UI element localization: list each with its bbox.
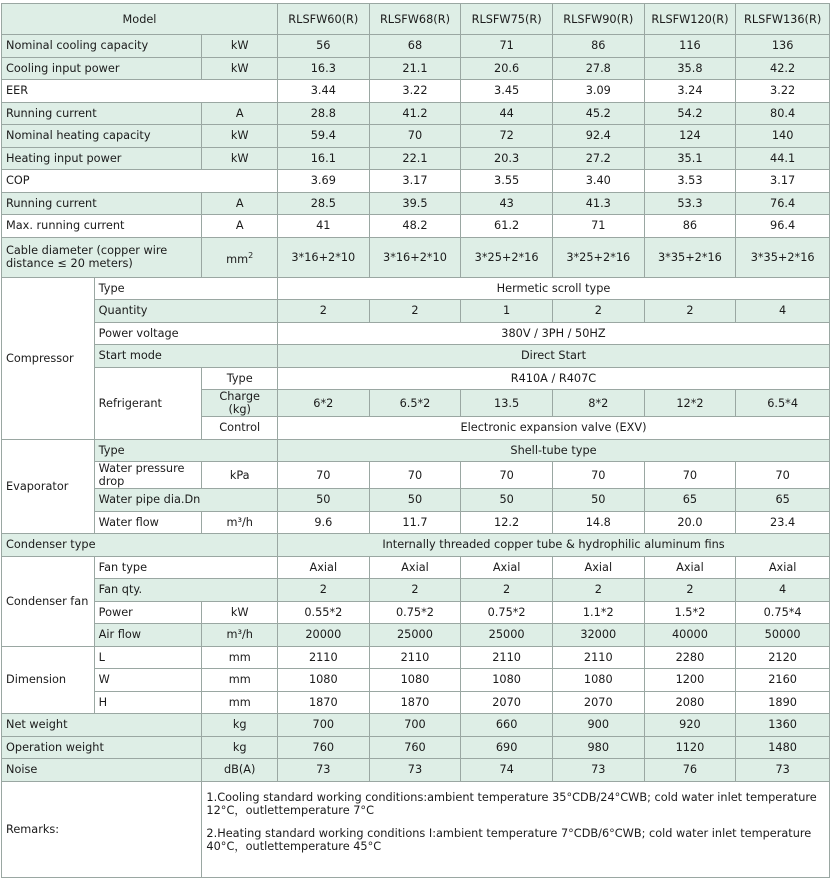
table-row [2,691,830,714]
value-cell: 73 [552,759,644,782]
row-label: Water flow [94,511,202,534]
value-cell: 3.53 [644,170,736,193]
value-cell: 25000 [369,624,461,647]
value-cell: 14.8 [552,511,644,534]
unit-cell: dB(A) [202,759,278,782]
table-row [2,345,830,368]
value-cell: 72 [461,125,553,148]
value-cell: 41.2 [369,102,461,125]
value-cell: 86 [552,35,644,58]
value-cell: 760 [277,736,369,759]
value-cell: 1870 [277,691,369,714]
unit-superscript: 2 [248,250,254,260]
header-model-5: RLSFW120(R) [644,4,736,35]
row-label: Heating input power [2,147,202,170]
value-cell: 1080 [461,669,553,692]
value-cell: 68 [369,35,461,58]
row-label: Water pressure drop [94,462,202,489]
unit-cell: kg [202,736,278,759]
row-label: Air flow [94,624,202,647]
value-cell: 76 [644,759,736,782]
value-cell: 136 [736,35,830,58]
value-cell: 2110 [552,646,644,669]
value-cell: 0.55*2 [277,601,369,624]
value-cell: 70 [552,462,644,489]
value-cell: 1080 [552,669,644,692]
value-cell: 39.5 [369,192,461,215]
value-cell: 690 [461,736,553,759]
value-cell: 9.6 [277,511,369,534]
spec-table [1,3,830,878]
value-cell: 41.3 [552,192,644,215]
value-cell: 50 [277,489,369,512]
sub-label: Type [202,367,278,390]
unit-cell: m³/h [202,624,278,647]
value-cell: 2 [369,300,461,323]
value-cell: 22.1 [369,147,461,170]
row-label: Running current [2,192,202,215]
value-cell: 2120 [736,646,830,669]
value-cell: 2 [277,300,369,323]
table-row [2,170,830,193]
row-label: Power voltage [94,322,277,345]
value-cell: 1870 [369,691,461,714]
value-cell: Direct Start [277,345,829,368]
value-cell: 70 [736,462,830,489]
value-cell: 2160 [736,669,830,692]
value-cell: 73 [277,759,369,782]
remark-line: 2.Heating standard working conditions I:ambient temperature 7°CDB/6°CWB; cold water inlet temperature 40°C，outlettemperature 45°C [206,826,812,853]
value-cell: 2110 [277,646,369,669]
row-label: Net weight [2,714,202,737]
unit-cell: kg [202,714,278,737]
row-label: Operation weight [2,736,202,759]
value-cell: 380V / 3PH / 50HZ [277,322,829,345]
value-cell: 48.2 [369,215,461,238]
value-cell: 42.2 [736,57,830,80]
value-cell: 73 [369,759,461,782]
value-cell: 1480 [736,736,830,759]
row-label: Power [94,601,202,624]
value-cell: 40000 [644,624,736,647]
value-cell: 23.4 [736,511,830,534]
value-cell: Axial [461,556,553,579]
value-cell: 920 [644,714,736,737]
table-row [2,300,830,323]
value-cell: 2 [552,579,644,602]
unit-cell: kW [202,125,278,148]
table-row [2,624,830,647]
value-cell: 73 [736,759,830,782]
value-cell: 0.75*4 [736,601,830,624]
value-cell: 2110 [461,646,553,669]
table-row [2,511,830,534]
header-model-4: RLSFW90(R) [552,4,644,35]
section-label-dimension: Dimension [2,646,95,714]
value-cell: 1.5*2 [644,601,736,624]
table-row [2,781,830,877]
value-cell: 20000 [277,624,369,647]
value-cell: 92.4 [552,125,644,148]
table-row [2,439,830,462]
value-cell: 2080 [644,691,736,714]
value-cell: 11.7 [369,511,461,534]
value-cell: 35.8 [644,57,736,80]
sub-label: Charge (kg) [202,390,278,417]
value-cell: 0.75*2 [461,601,553,624]
value-cell: 3*25+2*16 [552,237,644,277]
row-label: Fan type [94,556,277,579]
value-cell: 3.55 [461,170,553,193]
table-row [2,147,830,170]
value-cell: 61.2 [461,215,553,238]
sub-label: Control [202,417,278,440]
value-cell: 70 [369,462,461,489]
value-cell: 3.44 [277,80,369,103]
value-cell: 980 [552,736,644,759]
table-row [2,80,830,103]
row-label: H [94,691,202,714]
value-cell: Electronic expansion valve (EXV) [277,417,829,440]
value-cell: 1 [461,300,553,323]
row-label: Refrigerant [94,367,202,439]
row-label: Type [94,277,277,300]
header-model-1: RLSFW60(R) [277,4,369,35]
table-row [2,125,830,148]
value-cell: 124 [644,125,736,148]
remarks-label: Remarks: [2,781,202,877]
table-row [2,57,830,80]
row-label: Water pipe dia.Dn [94,489,277,512]
value-cell: 53.3 [644,192,736,215]
row-label: L [94,646,202,669]
row-label: Max. running current [2,215,202,238]
value-cell: 3.22 [736,80,830,103]
value-cell: 3.17 [736,170,830,193]
value-cell: 50 [552,489,644,512]
value-cell: Shell-tube type [277,439,829,462]
value-cell: Axial [277,556,369,579]
unit-cell: mm [202,646,278,669]
value-cell: 44.1 [736,147,830,170]
value-cell: 8*2 [552,390,644,417]
value-cell: 2280 [644,646,736,669]
table-row [2,759,830,782]
value-cell: 116 [644,35,736,58]
value-cell: 28.5 [277,192,369,215]
value-cell: 16.3 [277,57,369,80]
value-cell: Axial [736,556,830,579]
row-label: Noise [2,759,202,782]
value-cell: 2110 [369,646,461,669]
table-row [2,646,830,669]
value-cell: 2070 [552,691,644,714]
value-cell: 20.0 [644,511,736,534]
value-cell: 50 [461,489,553,512]
unit-cell: mm [202,691,278,714]
row-label: Condenser type [2,534,278,557]
value-cell: 70 [277,462,369,489]
header-model-6: RLSFW136(R) [736,4,830,35]
value-cell: 70 [644,462,736,489]
value-cell: 700 [369,714,461,737]
value-cell: 3.40 [552,170,644,193]
section-label-evaporator: Evaporator [2,439,95,534]
value-cell: 96.4 [736,215,830,238]
table-row [2,669,830,692]
remark-line: 1.Cooling standard working conditions:ambient temperature 35°CDB/24°CWB; cold water inlet temperature 12°C，outlettemperature 7°C [206,790,817,817]
value-cell: 900 [552,714,644,737]
value-cell: 76.4 [736,192,830,215]
table-row [2,215,830,238]
value-cell: 71 [552,215,644,238]
value-cell: 44 [461,102,553,125]
value-cell: 3*25+2*16 [461,237,553,277]
value-cell: 3*16+2*10 [369,237,461,277]
value-cell: 56 [277,35,369,58]
value-cell: 0.75*2 [369,601,461,624]
value-cell: 13.5 [461,390,553,417]
value-cell: 50000 [736,624,830,647]
value-cell: 1200 [644,669,736,692]
header-model-label: Model [2,4,278,35]
row-label: Quantity [94,300,277,323]
value-cell: Axial [369,556,461,579]
header-model-3: RLSFW75(R) [461,4,553,35]
value-cell: 20.3 [461,147,553,170]
value-cell: 28.8 [277,102,369,125]
row-label: EER [2,80,278,103]
table-row [2,736,830,759]
row-label: Running current [2,102,202,125]
row-label: Nominal cooling capacity [2,35,202,58]
table-row [2,601,830,624]
value-cell: 50 [369,489,461,512]
table-row [2,534,830,557]
value-cell: 74 [461,759,553,782]
value-cell: 2 [461,579,553,602]
unit-cell: kW [202,601,278,624]
row-label: W [94,669,202,692]
unit-cell: A [202,192,278,215]
value-cell: 32000 [552,624,644,647]
unit-cell: kW [202,57,278,80]
unit-cell: A [202,215,278,238]
value-cell: 45.2 [552,102,644,125]
row-label: Cooling input power [2,57,202,80]
unit-cell: kW [202,147,278,170]
remarks-text [202,781,830,877]
value-cell: 2 [277,579,369,602]
table-row [2,322,830,345]
value-cell: 71 [461,35,553,58]
value-cell: 2070 [461,691,553,714]
value-cell: 70 [369,125,461,148]
value-cell: 760 [369,736,461,759]
row-label: Start mode [94,345,277,368]
value-cell: 16.1 [277,147,369,170]
section-label-compressor: Compressor [2,277,95,439]
value-cell: 2 [644,300,736,323]
table-row [2,35,830,58]
value-cell: 1360 [736,714,830,737]
value-cell: 4 [736,300,830,323]
value-cell: 1120 [644,736,736,759]
table-row [2,714,830,737]
value-cell: 12.2 [461,511,553,534]
value-cell: 140 [736,125,830,148]
value-cell: 6.5*4 [736,390,830,417]
value-cell: 27.8 [552,57,644,80]
value-cell: 6.5*2 [369,390,461,417]
table-row [2,556,830,579]
value-cell: 2 [369,579,461,602]
unit-cell: m³/h [202,511,278,534]
unit-cell: kW [202,35,278,58]
table-row [2,367,830,390]
value-cell: 3.69 [277,170,369,193]
row-label: COP [2,170,278,193]
header-model-2: RLSFW68(R) [369,4,461,35]
value-cell: 3.24 [644,80,736,103]
value-cell: 20.6 [461,57,553,80]
value-cell: 25000 [461,624,553,647]
value-cell: 59.4 [277,125,369,148]
value-cell: 65 [644,489,736,512]
value-cell: 3*35+2*16 [736,237,830,277]
value-cell: 3.45 [461,80,553,103]
row-label: Cable diameter (copper wire distance ≤ 20 meters) [2,237,202,277]
value-cell: 12*2 [644,390,736,417]
value-cell: 4 [736,579,830,602]
value-cell: 86 [644,215,736,238]
unit-cell: mm [202,669,278,692]
value-cell: 700 [277,714,369,737]
value-cell: 2 [644,579,736,602]
table-row [2,462,830,489]
value-cell: R410A / R407C [277,367,829,390]
table-row [2,277,830,300]
value-cell: Internally threaded copper tube & hydrophilic aluminum fins [277,534,829,557]
value-cell: 35.1 [644,147,736,170]
table-row [2,237,830,277]
value-cell: 3*16+2*10 [277,237,369,277]
value-cell: 6*2 [277,390,369,417]
row-label: Type [94,439,277,462]
value-cell: 21.1 [369,57,461,80]
value-cell: 43 [461,192,553,215]
value-cell: 660 [461,714,553,737]
value-cell: 80.4 [736,102,830,125]
value-cell: 3.09 [552,80,644,103]
table-row [2,102,830,125]
value-cell: 1890 [736,691,830,714]
section-label-condenser-fan: Condenser fan [2,556,95,646]
value-cell: 3.17 [369,170,461,193]
value-cell: 1080 [369,669,461,692]
table-row [2,4,830,35]
table-row [2,579,830,602]
value-cell: 70 [461,462,553,489]
table-row [2,489,830,512]
unit-cell [202,237,278,277]
value-cell: 65 [736,489,830,512]
value-cell: 3.22 [369,80,461,103]
unit-cell: A [202,102,278,125]
value-cell: Hermetic scroll type [277,277,829,300]
value-cell: Axial [552,556,644,579]
table-row [2,192,830,215]
value-cell: 27.2 [552,147,644,170]
value-cell: 54.2 [644,102,736,125]
unit-cell: kPa [202,462,278,489]
unit-text: mm [226,252,249,266]
value-cell: 1080 [277,669,369,692]
value-cell: 1.1*2 [552,601,644,624]
value-cell: 41 [277,215,369,238]
value-cell: 2 [552,300,644,323]
row-label: Nominal heating capacity [2,125,202,148]
value-cell: 3*35+2*16 [644,237,736,277]
row-label: Fan qty. [94,579,277,602]
value-cell: Axial [644,556,736,579]
